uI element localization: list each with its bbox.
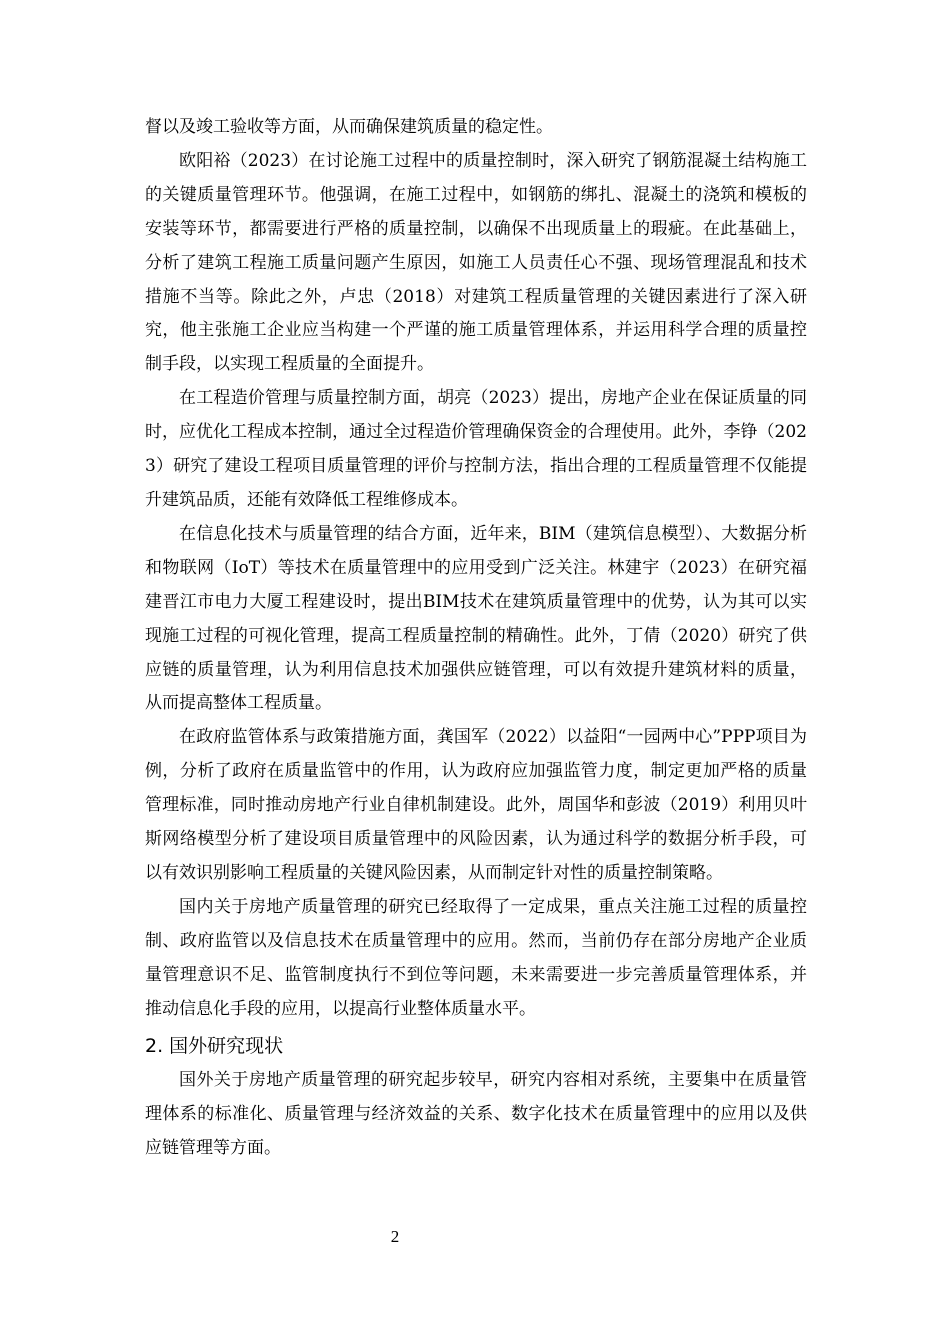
body-text	[145, 111, 807, 1166]
paragraph-cost-management: 在工程造价管理与质量控制方面，胡亮（2023）提出，房地产企业在保证质量的同时，应优化工程成本控制，通过全过程造价管理确保资金的合理使用。此外，李铮（2023）研究了建设工程项目质量管理的评价与控制方法，指出合理的工程质量管理不仅能提升建筑品质，还能有效降低工程维修成本。	[145, 388, 807, 510]
paragraph-continuation: 督以及竣工验收等方面，从而确保建筑质量的稳定性。	[145, 117, 553, 137]
section-heading: 2. 国外研究现状	[145, 1035, 284, 1058]
paragraph-government-supervision: 在政府监管体系与政策措施方面，龚国军（2022）以益阳“一园两中心”PPP项目为例，分析了政府在质量监管中的作用，认为政府应加强监管力度，制定更加严格的质量管理标准，同时推动房地产行业自律机制建设。此外，周国华和彭波（2019）利用贝叶斯网络模型分析了建设项目质量管理中的风险因素，认为通过科学的数据分析手段，可以有效识别影响工程质量的关键风险因素，从而制定针对性的质量控制策略。	[145, 727, 807, 883]
page-number: 2	[390, 1227, 400, 1246]
paragraph-information-technology: 在信息化技术与质量管理的结合方面，近年来，BIM（建筑信息模型）、大数据分析和物联网（IoT）等技术在质量管理中的应用受到广泛关注。林建宇（2023）在研究福建晋江市电力大厦工程建设时，提出BIM技术在建筑质量管理中的优势，认为其可以实现施工过程的可视化管理，提高工程质量控制的精确性。此外，丁倩（2020）研究了供应链的质量管理，认为利用信息技术加强供应链管理，可以有效提升建筑材料的质量，从而提高整体工程质量。	[145, 523, 807, 714]
paragraph-ouyang-yu: 欧阳裕（2023）在讨论施工过程中的质量控制时，深入研究了钢筋混凝土结构施工的关键质量管理环节。他强调，在施工过程中，如钢筋的绑扎、混凝土的浇筑和模板的安装等环节，都需要进行严格的质量控制，以确保不出现质量上的瑕疵。在此基础上，分析了建筑工程施工质量问题产生原因，如施工人员责任心不强、现场管理混乱和技术措施不当等。除此之外，卢忠（2018）对建筑工程质量管理的关键因素进行了深入研究，他主张施工企业应当构建一个严谨的施工质量管理体系，并运用科学合理的质量控制手段，以实现工程质量的全面提升。	[145, 150, 807, 375]
paragraph-domestic-summary: 国内关于房地产质量管理的研究已经取得了一定成果，重点关注施工过程的质量控制、政府监管以及信息技术在质量管理中的应用。然而，当前仍存在部分房地产企业质量管理意识不足、监管制度执行不到位等问题，未来需要进一步完善质量管理体系，并推动信息化手段的应用，以提高行业整体质量水平。	[145, 896, 807, 1019]
paragraph-foreign-research: 国外关于房地产质量管理的研究起步较早，研究内容相对系统，主要集中在质量管理体系的标准化、质量管理与经济效益的关系、数字化技术在质量管理中的应用以及供应链管理等方面。	[145, 1070, 807, 1159]
